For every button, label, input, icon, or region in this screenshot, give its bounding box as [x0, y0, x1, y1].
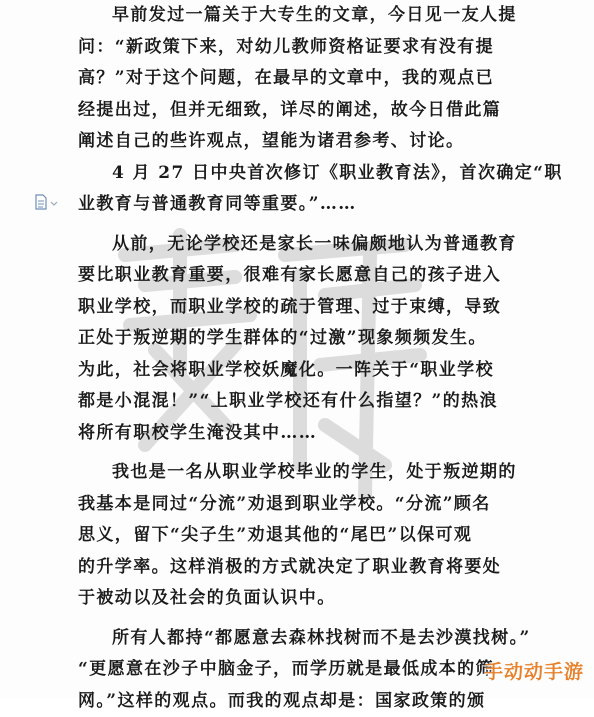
text-line: 问：“新政策下来，对幼儿教师资格证要求有没有提	[78, 32, 540, 64]
text-line: 正处于叛逆期的学生群体的“过激”现象频频发生。	[78, 323, 540, 355]
text-line: 我基本是同过“分流”劝退到职业学校。“分流”顾名	[78, 489, 540, 521]
text-line: 职业学校，而职业学校的疏于管理、过于束缚，导致	[78, 292, 540, 324]
text-line: 4 月 27 日中央首次修订《职业教育法》，首次确定“职	[78, 158, 540, 190]
text-line: 经提出过，但并无细致，详尽的阐述，故今日借此篇	[78, 95, 540, 127]
document-icon[interactable]	[34, 194, 60, 210]
para-4	[78, 457, 540, 615]
text-line: 阐述自己的些许观点，望能为诸君参考、讨论。	[78, 126, 540, 158]
text-line: 的升学率。这样消极的方式就决定了职业教育将要处	[78, 552, 540, 584]
text-line: 为此，社会将职业学校妖魔化。一阵关于“职业学校	[78, 355, 540, 387]
text-line: 思义，留下“尖子生”劝退其他的“尾巴”以保可观	[78, 520, 540, 552]
text-line: 网。”这样的观点。而我的观点却是：国家政策的颁	[78, 686, 540, 717]
text-line: 所有人都持“都愿意去森林找树而不是去沙漠找树。”	[78, 623, 540, 655]
text-line: 高？”对于这个问题，在最早的文章中，我的观点已	[78, 63, 540, 95]
text-line: 业教育与普通教育同等重要。”……	[78, 189, 540, 221]
text-line: 将所有职校学生淹没其中……	[78, 418, 540, 450]
text-line: 我也是一名从职业学校毕业的学生，处于叛逆期的	[78, 457, 540, 489]
para-1	[78, 0, 540, 158]
para-2	[78, 158, 540, 221]
site-logo[interactable]: 手动动手游	[484, 657, 584, 684]
text-line: 早前发过一篇关于大专生的文章，今日见一友人提	[78, 0, 540, 32]
text-line: 要比职业教育重要，很难有家长愿意自己的孩子进入	[78, 260, 540, 292]
article-body	[78, 0, 540, 717]
para-5	[78, 623, 540, 717]
para-3	[78, 229, 540, 450]
text-line: 都是小混混！”“上职业学校还有什么指望？”的热浪	[78, 386, 540, 418]
text-line: 于被动以及社会的负面认识中。	[78, 583, 540, 615]
text-line: 从前，无论学校还是家长一味偏颇地认为普通教育	[78, 229, 540, 261]
text-line: “更愿意在沙子中脑金子，而学历就是最低成本的筛	[78, 654, 540, 686]
